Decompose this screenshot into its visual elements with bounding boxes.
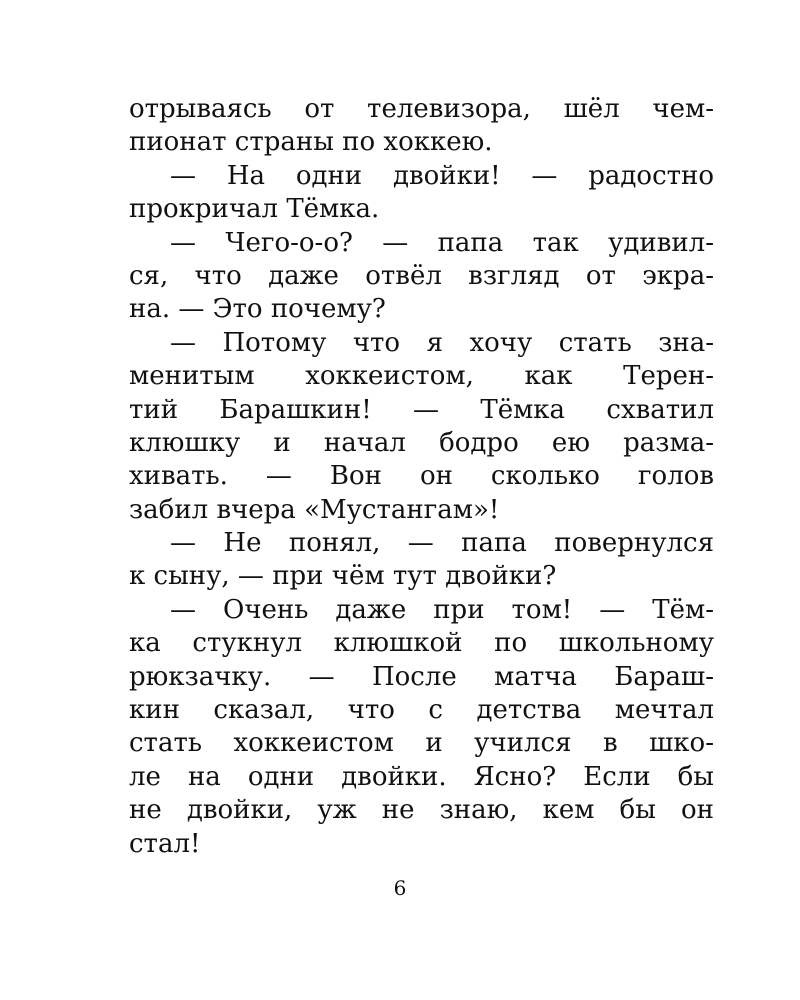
text-line: кин сказал, что с детства мечтал (129, 695, 714, 726)
text-line: забил вчера «Мустангам»! (129, 494, 500, 525)
text-line: стать хоккеистом и учился в шко- (129, 728, 714, 759)
text-line: — Очень даже при том! — Тём- (170, 594, 714, 625)
text-line: стал! (129, 828, 201, 859)
text-line: к сыну, — при чём тут двойки? (129, 561, 557, 592)
text-line: менитым хоккеистом, как Терен- (129, 361, 714, 392)
text-line: не двойки, уж не знаю, кем бы он (129, 795, 714, 826)
text-line: пионат страны по хоккею. (129, 127, 493, 158)
text-line: хивать. — Вон он сколько голов (129, 461, 714, 492)
text-line: ся, что даже отвёл взгляд от экра- (129, 260, 714, 291)
text-line: — На одни двойки! — радостно (170, 160, 714, 191)
page-number: 6 (393, 876, 407, 900)
text-line: рюкзачку. — После матча Бараш- (129, 661, 714, 692)
text-line: — Чего-о-о? — папа так удивил- (170, 227, 714, 258)
text-line: ка стукнул клюшкой по школьному (129, 628, 714, 659)
text-line: тий Барашкин! — Тёмка схватил (129, 394, 714, 425)
text-line: на. — Это почему? (129, 294, 386, 325)
text-line: — Потому что я хочу стать зна- (170, 327, 714, 358)
text-line: клюшку и начал бодро ею разма- (129, 427, 714, 458)
text-line: отрываясь от телевизора, шёл чем- (129, 94, 714, 124)
text-line: прокричал Тёмка. (129, 194, 380, 225)
body-text (129, 93, 714, 861)
text-line: — Не понял, — папа повернулся (170, 528, 714, 559)
text-line: ле на одни двойки. Ясно? Если бы (129, 761, 714, 792)
